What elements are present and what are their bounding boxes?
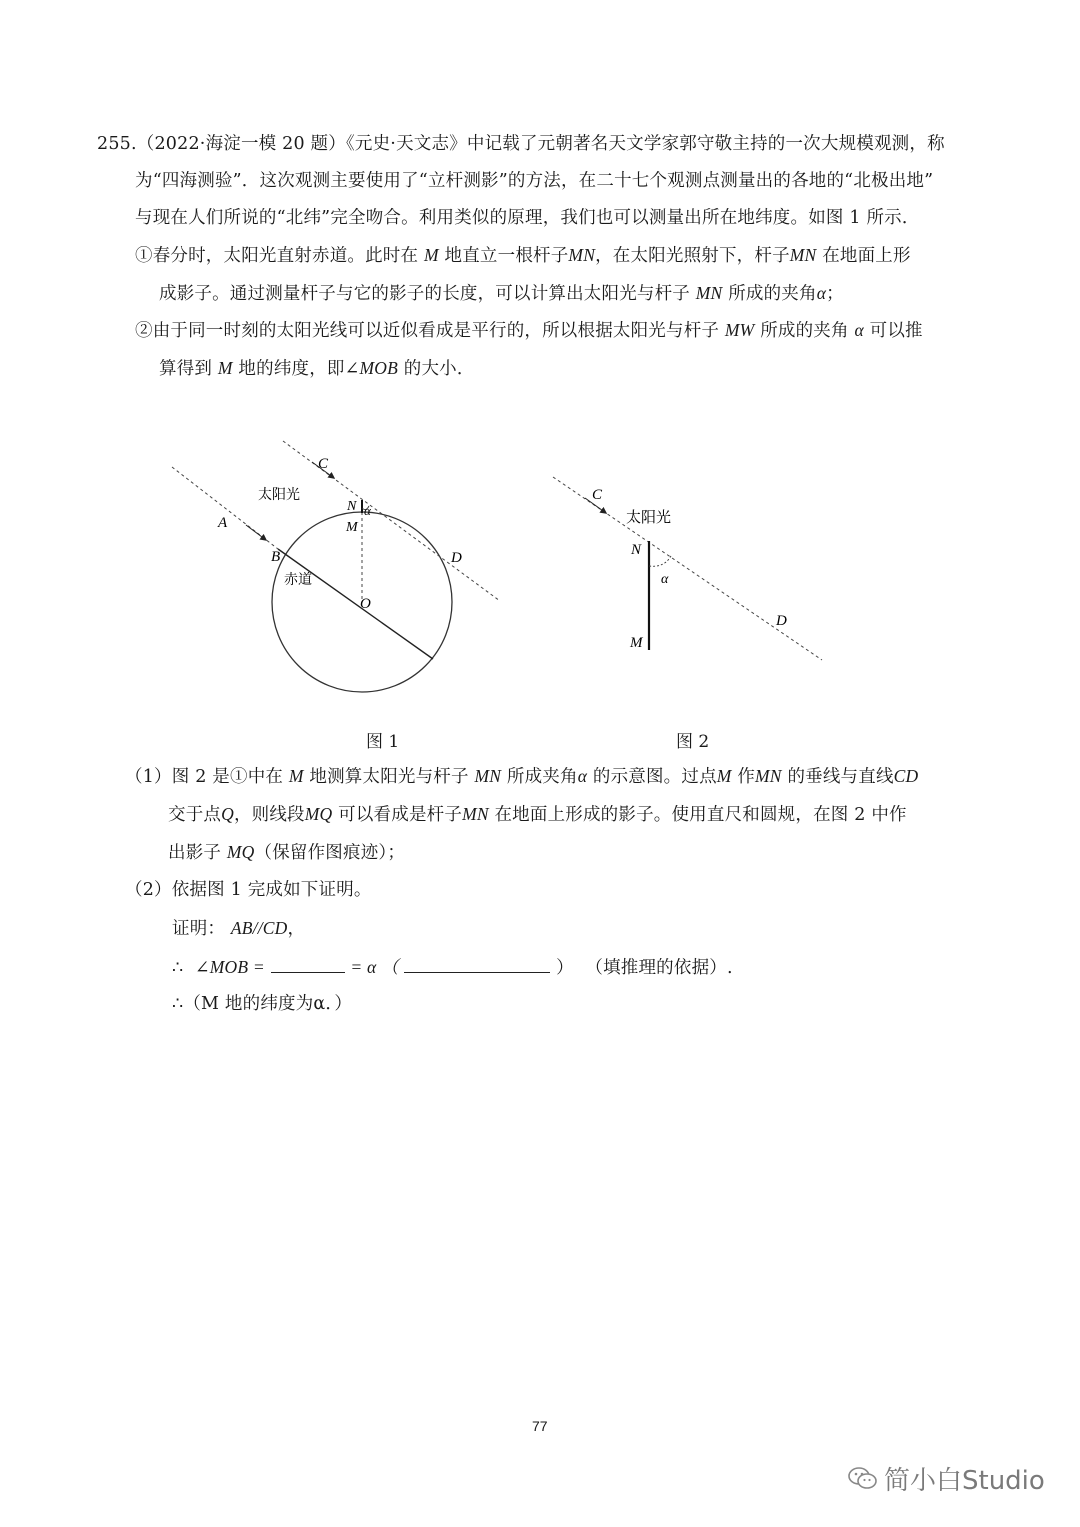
q1-line-3-text-a: 出影子 [168,843,222,863]
watermark [848,1460,1045,1497]
label-c-fig1: C [318,456,329,472]
figures-svg [0,420,1080,750]
label-a-fig1: A [218,515,228,531]
symbol-cd: CD [893,766,919,786]
item-1-line-2-text-b: 所成的夹角 [728,284,817,304]
item-1-line-2-text-c: ； [826,284,844,304]
item-2-line-2-text-c: 的大小． [403,359,475,379]
label-b-fig1: B [271,549,281,565]
symbol-alpha: α [854,320,864,340]
symbol-m: M [716,766,732,786]
equator-line [278,549,433,659]
label-n-fig2: N [631,542,642,558]
item-2-text-c: 可以推 [869,321,923,341]
figure-1 [172,441,500,692]
item-2-line-2 [159,356,475,381]
page-number: 77 [532,1418,548,1434]
item-2-line-2-text-a: 算得到 [159,359,213,379]
answer-blank-angle[interactable] [271,954,345,973]
q1-text-a: （1）图 2 是①中在 [125,767,284,787]
item-1-line-2-text-a: 成影子。通过测量杆子与它的影子的长度，可以计算出太阳光与杆子 [159,284,690,304]
label-equator-fig1: 赤道 [284,572,312,588]
symbol-ab-parallel-cd: AB//CD [230,918,288,938]
fill-reason-hint: （填推理的依据）. [585,958,733,978]
item-2-text-a: ②由于同一时刻的太阳光线可以近似看成是平行的，所以根据太阳光与杆子 [135,321,720,341]
question-1-line-3 [168,840,405,865]
label-n-fig1: N [347,499,357,514]
symbol-mn: MN [474,766,502,786]
sunray-ab-arrow [246,525,266,540]
q1-line-3-text-b: （保留作图痕迹）； [254,843,406,863]
symbol-mw: MW [724,320,755,340]
item-2-text-b: 所成的夹角 [760,321,849,341]
figure-2 [553,477,822,660]
problem-line-2: 为“四海测验”．这次观测主要使用了“立杆测影”的方法，在二十七个观测点测量出的各地的“北极出地” [135,171,934,191]
label-sun-fig1: 太阳光 [258,487,300,503]
item-2-line-1 [135,318,923,343]
wechat-icon [848,1466,878,1492]
figure-2-caption: 图 2 [676,732,710,752]
q1-text-d: 的示意图。过点 [592,767,717,787]
label-d-fig1: D [451,550,462,566]
item-2-line-2-text-b: 地的纬度，即 [238,359,345,379]
symbol-mn: MN [755,766,782,786]
label-o-fig1: O [360,596,371,612]
proof-line-1 [172,916,305,941]
close-paren: ） [556,958,574,978]
question-1-line-1 [125,764,918,789]
answer-blank-reason[interactable] [404,954,550,973]
symbol-q: Q [221,804,234,824]
item-1-text-d: 在地面上形 [822,246,911,266]
therefore-symbol: ∴ [172,958,184,978]
item-1-text-a: ①春分时，太阳光直射赤道。此时在 [135,246,419,266]
q1-text-c: 所成夹角 [506,767,578,787]
question-2: （2）依据图 1 完成如下证明。 [125,880,372,900]
proof-line-2 [172,954,733,980]
label-c-fig2: C [592,487,603,503]
label-alpha-fig2: α [661,572,669,587]
conclusion: ∴（M 地的纬度为α．） [172,994,353,1014]
figure-1-caption: 图 1 [366,732,400,752]
item-1-text-c: ，在太阳光照射下，杆子 [595,246,790,266]
q1-line-2-text-b: ，则线段 [233,805,305,825]
equals-alpha: = α （ [350,957,399,977]
q1-text-b: 地测算太阳光与杆子 [309,767,469,787]
q1-line-2-text-c: 可以看成是杆子 [338,805,463,825]
symbol-mq: MQ [226,842,255,862]
item-1-line-1 [135,243,911,268]
symbol-mn: MN [568,245,596,265]
q1-text-f: 的垂线与直线 [787,767,894,787]
symbol-m: M [217,358,233,378]
angle-arc-fig2 [649,556,671,566]
symbol-m: M [423,245,439,265]
label-sun-fig2: 太阳光 [626,508,672,526]
symbol-mn: MN [789,245,817,265]
question-1-line-2 [168,802,907,827]
proof-comma: ， [287,919,306,939]
label-m-fig2: M [630,635,643,651]
symbol-angle-mob: ∠MOB [344,358,398,378]
q1-line-2-text-a: 交于点 [168,805,222,825]
proof-label: 证明： [172,919,226,939]
q1-line-2-text-d: 在地面上形成的影子。使用直尺和圆规，在图 2 中作 [494,805,907,825]
symbol-mn: MN [462,804,489,824]
label-m-fig1: M [346,520,358,535]
symbol-mq: MQ [304,804,333,824]
item-1-line-2 [159,281,844,306]
label-alpha-fig1: α [364,503,371,518]
symbol-mn: MN [695,283,723,303]
problem-line-3: 与现在人们所说的“北纬”完全吻合。利用类似的原理，我们也可以测量出所在地纬度。如图 1 所示． [135,208,920,228]
q1-text-e: 作 [737,767,756,787]
angle-mob-equals: ∠MOB = [194,957,265,977]
label-d-fig2: D [776,613,787,629]
symbol-m: M [288,766,304,786]
watermark-text: 简小白Studio [884,1466,1045,1496]
problem-line-1: 255.（2022·海淀一模 20 题）《元史·天文志》中记载了元朝著名天文学家郭守敬主持的一次大规模观测，称 [97,134,945,154]
item-1-text-b: 地直立一根杆子 [444,246,569,266]
symbol-alpha: α [577,766,588,786]
symbol-alpha: α [816,283,827,303]
